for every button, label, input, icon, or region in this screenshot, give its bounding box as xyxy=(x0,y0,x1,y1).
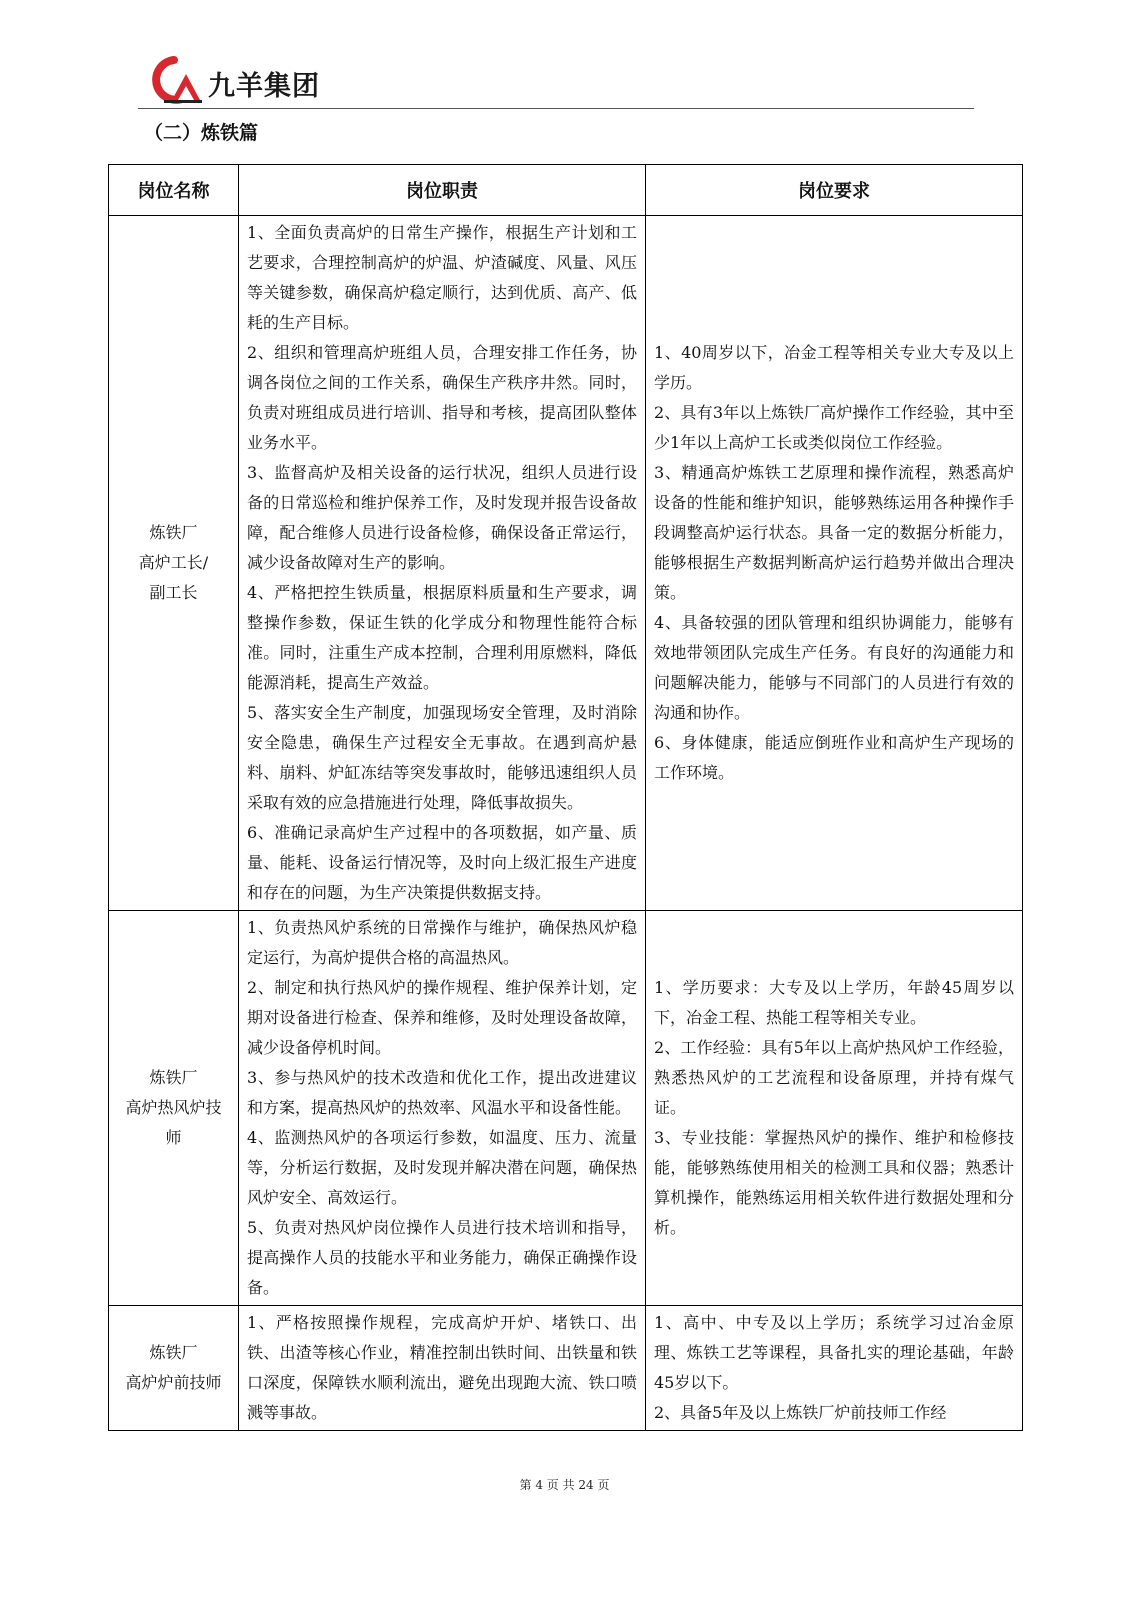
requirement-item: 2、具有3年以上炼铁厂高炉操作工作经验，其中至少1年以上高炉工长或类似岗位工作经验。 xyxy=(654,403,1014,452)
brand-name: 九羊集团 xyxy=(208,71,320,102)
header-duties: 岗位职责 xyxy=(239,165,646,216)
duties-cell xyxy=(239,216,646,911)
duty-item: 1、严格按照操作规程，完成高炉开炉、堵铁口、出铁、出渣等核心作业，精准控制出铁时间、出铁量和铁口深度，保障铁水顺利流出，避免出现跑大流、铁口喷溅等事故。 xyxy=(247,1313,637,1422)
duty-item: 3、监督高炉及相关设备的运行状况，组织人员进行设备的日常巡检和维护保养工作，及时发现并报告设备故障，配合维修人员进行设备检修，确保设备正常运行，减少设备故障对生产的影响。 xyxy=(247,463,637,572)
requirement-item: 2、工作经验：具有5年以上高炉热风炉工作经验，熟悉热风炉的工艺流程和设备原理，并持有煤气证。 xyxy=(654,1038,1014,1117)
position-name-line: 师 xyxy=(165,1128,182,1147)
requirement-item: 2、具备5年及以上炼铁厂炉前技师工作经 xyxy=(654,1403,947,1422)
page-number: 第 4 页 共 24 页 xyxy=(519,1478,610,1492)
requirements-cell xyxy=(646,1306,1023,1431)
duty-item: 3、参与热风炉的技术改造和优化工作，提出改进建议和方案，提高热风炉的热效率、风温水平和设备性能。 xyxy=(247,1068,637,1117)
duty-item: 4、严格把控生铁质量，根据原料质量和生产要求，调整操作参数，保证生铁的化学成分和物理性能符合标准。同时，注重生产成本控制，合理利用原燃料，降低能源消耗，提高生产效益。 xyxy=(247,583,637,692)
duty-item: 5、负责对热风炉岗位操作人员进行技术培训和指导，提高操作人员的技能水平和业务能力，确保正确操作设备。 xyxy=(247,1218,637,1297)
section-title: （二）炼铁篇 xyxy=(144,122,259,144)
duty-item: 6、准确记录高炉生产过程中的各项数据，如产量、质量、能耗、设备运行情况等，及时向上级汇报生产进度和存在的问题，为生产决策提供数据支持。 xyxy=(247,823,637,902)
header-requirements: 岗位要求 xyxy=(646,165,1023,216)
requirement-item: 6、身体健康，能适应倒班作业和高炉生产现场的工作环境。 xyxy=(654,733,1014,782)
table-header-row xyxy=(109,165,1023,216)
duties-cell xyxy=(239,1306,646,1431)
position-name-cell xyxy=(109,1306,239,1431)
duty-item: 1、全面负责高炉的日常生产操作，根据生产计划和工艺要求，合理控制高炉的炉温、炉渣碱度、风量、风压等关键参数，确保高炉稳定顺行，达到优质、高产、低耗的生产目标。 xyxy=(247,223,637,332)
requirement-item: 1、40周岁以下，冶金工程等相关专业大专及以上学历。 xyxy=(654,343,1014,392)
position-name-line: 高炉工长/ xyxy=(138,553,209,572)
requirement-item: 3、精通高炉炼铁工艺原理和操作流程，熟悉高炉设备的性能和维护知识，能够熟练运用各种操作手段调整高炉运行状态。具备一定的数据分析能力，能够根据生产数据判断高炉运行趋势并做出合理决策。 xyxy=(654,463,1014,602)
table-row xyxy=(109,1306,1023,1431)
position-name-line: 炼铁厂 xyxy=(149,1343,198,1362)
table-row xyxy=(109,216,1023,911)
requirement-item: 4、具备较强的团队管理和组织协调能力，能够有效地带领团队完成生产任务。有良好的沟通能力和问题解决能力，能够与不同部门的人员进行有效的沟通和协作。 xyxy=(654,613,1014,722)
requirements-cell xyxy=(646,911,1023,1306)
jiuyang-logo-icon xyxy=(142,56,206,104)
position-name-line: 炼铁厂 xyxy=(149,523,198,542)
header-divider xyxy=(138,108,974,109)
position-name-cell xyxy=(109,216,239,911)
requirement-item: 3、专业技能：掌握热风炉的操作、维护和检修技能，能够熟练使用相关的检测工具和仪器；熟悉计算机操作，能熟练运用相关软件进行数据处理和分析。 xyxy=(654,1128,1014,1237)
table-row xyxy=(109,911,1023,1306)
job-table xyxy=(108,164,1023,1431)
duty-item: 2、组织和管理高炉班组人员，合理安排工作任务，协调各岗位之间的工作关系，确保生产秩序井然。同时，负责对班组成员进行培训、指导和考核，提高团队整体业务水平。 xyxy=(247,343,637,452)
position-name-line: 高炉炉前技师 xyxy=(125,1373,222,1392)
position-name-line: 炼铁厂 xyxy=(149,1068,198,1087)
position-name-cell xyxy=(109,911,239,1306)
page-header xyxy=(138,52,974,108)
position-name-line: 高炉热风炉技 xyxy=(125,1098,222,1117)
requirements-cell xyxy=(646,216,1023,911)
requirement-item: 1、高中、中专及以上学历；系统学习过冶金原理、炼铁工艺等课程，具备扎实的理论基础，年龄45岁以下。 xyxy=(654,1313,1014,1392)
duty-item: 2、制定和执行热风炉的操作规程、维护保养计划，定期对设备进行检查、保养和维修，及时处理设备故障，减少设备停机时间。 xyxy=(247,978,637,1057)
duty-item: 5、落实安全生产制度，加强现场安全管理，及时消除安全隐患，确保生产过程安全无事故。在遇到高炉悬料、崩料、炉缸冻结等突发事故时，能够迅速组织人员采取有效的应急措施进行处理，降低事故损失。 xyxy=(247,703,637,812)
duties-cell xyxy=(239,911,646,1306)
requirement-item: 1、学历要求：大专及以上学历，年龄45周岁以下，冶金工程、热能工程等相关专业。 xyxy=(654,978,1014,1027)
duty-item: 4、监测热风炉的各项运行参数，如温度、压力、流量等，分析运行数据，及时发现并解决潜在问题，确保热风炉安全、高效运行。 xyxy=(247,1128,637,1207)
header-position-name: 岗位名称 xyxy=(109,165,239,216)
duty-item: 1、负责热风炉系统的日常操作与维护，确保热风炉稳定运行，为高炉提供合格的高温热风。 xyxy=(247,918,637,967)
position-name-line: 副工长 xyxy=(149,583,198,602)
